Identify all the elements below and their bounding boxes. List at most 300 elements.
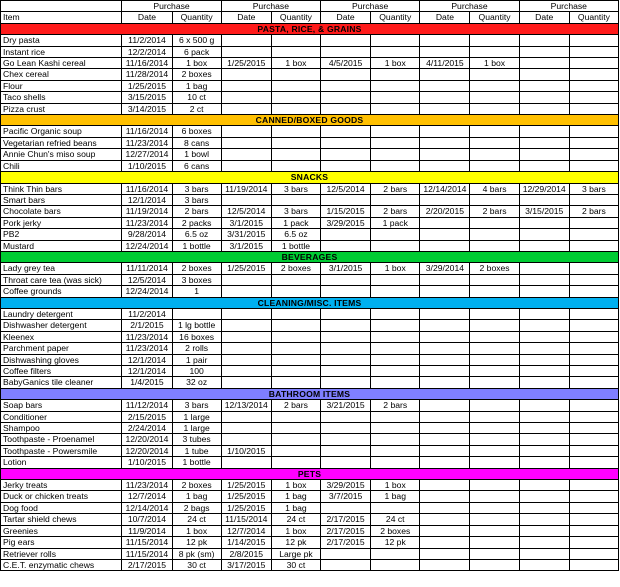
purchase-date-cell <box>321 69 371 80</box>
purchase-quantity-cell <box>271 411 320 422</box>
purchase-quantity-cell <box>470 69 519 80</box>
section-header-row <box>1 23 619 34</box>
section-title: BATHROOM ITEMS <box>1 388 619 399</box>
purchase-date-cell <box>221 354 271 365</box>
purchase-date-cell <box>321 502 371 513</box>
purchase-quantity-cell: 1 box <box>271 525 320 536</box>
purchase-header: Purchase <box>221 1 320 12</box>
purchase-quantity-cell <box>470 320 519 331</box>
purchase-date-cell: 11/16/2014 <box>122 183 172 194</box>
item-name-cell: Lady grey tea <box>1 263 122 274</box>
purchase-date-cell <box>519 35 569 46</box>
purchase-quantity-cell <box>371 286 420 297</box>
purchase-quantity-cell <box>470 480 519 491</box>
purchase-date-cell <box>221 80 271 91</box>
table-row <box>1 217 619 228</box>
purchase-date-cell: 12/24/2014 <box>122 286 172 297</box>
purchase-date-cell <box>420 194 470 205</box>
purchase-quantity-cell <box>271 35 320 46</box>
purchase-date-cell <box>420 343 470 354</box>
purchase-quantity-cell <box>470 80 519 91</box>
purchase-quantity-cell <box>569 160 618 171</box>
purchase-quantity-cell <box>470 274 519 285</box>
purchase-quantity-cell: 2 bars <box>371 183 420 194</box>
purchase-date-cell: 11/12/2014 <box>122 400 172 411</box>
purchase-quantity-cell: 1 large <box>172 411 221 422</box>
purchase-date-cell: 12/5/2014 <box>122 274 172 285</box>
item-name-cell: Pizza crust <box>1 103 122 114</box>
purchase-quantity-cell <box>371 92 420 103</box>
purchase-date-cell <box>420 559 470 570</box>
purchase-quantity-cell <box>569 400 618 411</box>
purchase-quantity-cell: 30 ct <box>271 559 320 570</box>
purchase-quantity-cell <box>371 343 420 354</box>
purchase-quantity-cell <box>470 400 519 411</box>
purchase-quantity-cell <box>371 434 420 445</box>
purchase-date-cell <box>519 502 569 513</box>
purchase-date-cell <box>221 320 271 331</box>
purchase-date-cell: 1/25/2015 <box>122 80 172 91</box>
purchase-quantity-cell: 12 pk <box>371 537 420 548</box>
purchase-quantity-cell: 2 bars <box>569 206 618 217</box>
table-row <box>1 35 619 46</box>
purchase-date-cell <box>519 149 569 160</box>
table-row <box>1 229 619 240</box>
table-row <box>1 525 619 536</box>
item-name-cell: Tartar shield chews <box>1 514 122 525</box>
purchase-date-cell: 12/1/2014 <box>122 354 172 365</box>
purchase-quantity-cell <box>371 320 420 331</box>
purchase-quantity-cell <box>569 423 618 434</box>
purchase-quantity-cell <box>371 69 420 80</box>
table-body <box>1 23 619 571</box>
purchase-date-cell: 11/19/2014 <box>221 183 271 194</box>
date-column-header: Date <box>420 12 470 23</box>
purchase-date-cell <box>519 46 569 57</box>
purchase-quantity-cell <box>569 308 618 319</box>
item-name-cell: Laundry detergent <box>1 308 122 319</box>
table-row <box>1 194 619 205</box>
purchase-date-cell <box>420 92 470 103</box>
purchase-date-cell <box>519 457 569 468</box>
purchase-date-cell: 3/15/2015 <box>519 206 569 217</box>
purchase-quantity-cell: 3 bars <box>172 194 221 205</box>
purchase-date-cell <box>519 217 569 228</box>
purchase-date-cell <box>321 320 371 331</box>
purchase-date-cell: 3/1/2015 <box>321 263 371 274</box>
purchase-date-cell <box>519 92 569 103</box>
purchase-quantity-cell <box>371 35 420 46</box>
purchase-quantity-cell <box>470 35 519 46</box>
purchase-date-cell: 12/14/2014 <box>122 502 172 513</box>
purchase-quantity-cell <box>569 480 618 491</box>
purchase-quantity-cell <box>470 46 519 57</box>
purchase-date-cell: 11/16/2014 <box>122 126 172 137</box>
item-name-cell: Kleenex <box>1 331 122 342</box>
item-name-cell: Go Lean Kashi cereal <box>1 58 122 69</box>
date-column-header: Date <box>221 12 271 23</box>
purchase-date-cell <box>519 377 569 388</box>
purchase-quantity-cell <box>271 457 320 468</box>
purchase-header: Purchase <box>122 1 221 12</box>
date-column-header: Date <box>321 12 371 23</box>
purchase-date-cell <box>221 331 271 342</box>
purchase-date-cell <box>519 434 569 445</box>
purchase-quantity-cell: 100 <box>172 366 221 377</box>
quantity-column-header: Quantity <box>371 12 420 23</box>
purchase-quantity-cell <box>271 194 320 205</box>
purchase-quantity-cell: 2 boxes <box>371 525 420 536</box>
date-column-header: Date <box>519 12 569 23</box>
purchase-date-cell: 1/4/2015 <box>122 377 172 388</box>
purchase-quantity-cell <box>371 331 420 342</box>
purchase-quantity-cell: 1 box <box>470 58 519 69</box>
purchase-date-cell: 12/5/2014 <box>321 183 371 194</box>
purchase-date-cell <box>420 491 470 502</box>
purchase-quantity-cell <box>271 445 320 456</box>
purchase-quantity-cell <box>371 559 420 570</box>
purchase-date-cell: 1/25/2015 <box>221 491 271 502</box>
purchase-date-cell: 1/14/2015 <box>221 537 271 548</box>
purchase-date-cell: 2/8/2015 <box>221 548 271 559</box>
purchase-date-cell <box>221 457 271 468</box>
purchase-quantity-cell <box>569 343 618 354</box>
item-name-cell: PB2 <box>1 229 122 240</box>
table-row <box>1 514 619 525</box>
item-name-cell: C.E.T. enzymatic chews <box>1 559 122 570</box>
table-row <box>1 149 619 160</box>
item-name-cell: Chili <box>1 160 122 171</box>
purchase-quantity-cell: 6.5 oz <box>172 229 221 240</box>
purchase-quantity-cell: 2 boxes <box>172 69 221 80</box>
table-row <box>1 92 619 103</box>
purchase-date-cell <box>519 331 569 342</box>
purchase-date-cell: 1/25/2015 <box>221 480 271 491</box>
purchase-quantity-cell: 2 bars <box>371 400 420 411</box>
purchase-quantity-cell <box>569 377 618 388</box>
purchase-date-cell <box>420 229 470 240</box>
purchase-date-cell <box>420 434 470 445</box>
purchase-quantity-cell: 3 bars <box>271 183 320 194</box>
purchase-quantity-cell <box>371 377 420 388</box>
section-title: PASTA, RICE, & GRAINS <box>1 23 619 34</box>
item-name-cell: Pacific Organic soup <box>1 126 122 137</box>
purchase-date-cell <box>221 377 271 388</box>
purchase-date-cell: 2/17/2015 <box>321 537 371 548</box>
purchase-quantity-cell: 2 boxes <box>172 480 221 491</box>
purchase-date-cell: 2/17/2015 <box>321 525 371 536</box>
purchase-quantity-cell <box>569 92 618 103</box>
purchase-date-cell <box>221 46 271 57</box>
purchase-quantity-cell: Large pk <box>271 548 320 559</box>
purchase-quantity-cell <box>271 320 320 331</box>
purchase-date-cell: 10/7/2014 <box>122 514 172 525</box>
purchase-date-cell: 1/25/2015 <box>221 502 271 513</box>
purchase-date-cell <box>321 103 371 114</box>
purchase-date-cell: 12/1/2014 <box>122 194 172 205</box>
purchase-date-cell <box>420 377 470 388</box>
purchase-date-cell <box>321 160 371 171</box>
purchase-quantity-cell <box>569 514 618 525</box>
purchase-date-cell <box>519 343 569 354</box>
purchase-date-cell <box>519 126 569 137</box>
purchase-quantity-cell <box>569 149 618 160</box>
purchase-quantity-cell <box>569 263 618 274</box>
item-name-cell: Retriever rolls <box>1 548 122 559</box>
purchase-quantity-cell <box>371 366 420 377</box>
purchase-quantity-cell: 3 tubes <box>172 434 221 445</box>
purchase-date-cell <box>221 149 271 160</box>
purchase-quantity-cell: 1 box <box>371 263 420 274</box>
purchase-quantity-cell <box>569 126 618 137</box>
purchase-date-cell <box>321 559 371 570</box>
purchase-date-cell: 1/10/2015 <box>122 160 172 171</box>
purchase-date-cell: 1/10/2015 <box>122 457 172 468</box>
table-row <box>1 137 619 148</box>
purchase-quantity-cell: 6.5 oz <box>271 229 320 240</box>
item-name-cell: Coffee filters <box>1 366 122 377</box>
purchase-quantity-cell <box>569 35 618 46</box>
purchase-date-cell <box>321 457 371 468</box>
purchase-date-cell <box>221 274 271 285</box>
item-name-cell: Chocolate bars <box>1 206 122 217</box>
table-row <box>1 69 619 80</box>
purchase-date-cell <box>519 354 569 365</box>
purchase-date-cell <box>221 103 271 114</box>
item-column-header: Item <box>1 12 122 23</box>
purchase-quantity-cell: 1 box <box>172 525 221 536</box>
purchase-date-cell <box>519 160 569 171</box>
table-row <box>1 502 619 513</box>
purchase-date-cell: 3/29/2015 <box>321 217 371 228</box>
purchase-quantity-cell: 24 ct <box>371 514 420 525</box>
purchase-quantity-cell: 1 pair <box>172 354 221 365</box>
table-row <box>1 434 619 445</box>
purchase-header: Purchase <box>519 1 618 12</box>
item-name-cell: Mustard <box>1 240 122 251</box>
purchase-quantity-cell <box>569 217 618 228</box>
purchase-quantity-cell <box>569 445 618 456</box>
purchase-quantity-cell: 1 box <box>271 58 320 69</box>
purchase-quantity-cell <box>371 46 420 57</box>
purchase-date-cell <box>519 194 569 205</box>
purchase-date-cell: 12/27/2014 <box>122 149 172 160</box>
purchase-quantity-cell: 24 ct <box>172 514 221 525</box>
purchase-date-cell <box>519 423 569 434</box>
section-title: CANNED/BOXED GOODS <box>1 115 619 126</box>
section-title: BEVERAGES <box>1 251 619 262</box>
purchase-quantity-cell: 1 pack <box>271 217 320 228</box>
purchase-date-cell <box>321 423 371 434</box>
purchase-quantity-cell <box>371 502 420 513</box>
table-row <box>1 480 619 491</box>
purchase-quantity-cell: 12 pk <box>271 537 320 548</box>
purchase-date-cell: 9/28/2014 <box>122 229 172 240</box>
purchase-date-cell <box>519 411 569 422</box>
purchase-date-cell <box>321 286 371 297</box>
purchase-date-cell: 1/25/2015 <box>221 263 271 274</box>
purchase-quantity-cell <box>569 548 618 559</box>
purchase-date-cell: 12/29/2014 <box>519 183 569 194</box>
section-header-row <box>1 172 619 183</box>
purchase-date-cell <box>420 126 470 137</box>
purchase-quantity-cell: 1 box <box>271 480 320 491</box>
purchase-date-cell: 2/15/2015 <box>122 411 172 422</box>
purchase-quantity-cell <box>470 411 519 422</box>
purchase-date-cell: 1/15/2015 <box>321 206 371 217</box>
purchase-date-cell <box>420 240 470 251</box>
purchase-date-cell: 2/17/2015 <box>321 514 371 525</box>
item-name-cell: Shampoo <box>1 423 122 434</box>
item-name-cell: Flour <box>1 80 122 91</box>
table-row <box>1 548 619 559</box>
purchase-quantity-cell <box>470 434 519 445</box>
table-row <box>1 58 619 69</box>
purchase-quantity-cell <box>470 229 519 240</box>
purchase-date-cell <box>321 434 371 445</box>
purchase-date-cell: 3/14/2015 <box>122 103 172 114</box>
purchase-quantity-cell <box>569 80 618 91</box>
purchase-quantity-cell: 1 large <box>172 423 221 434</box>
purchase-date-cell <box>221 126 271 137</box>
purchase-date-cell: 11/16/2014 <box>122 58 172 69</box>
purchase-quantity-cell <box>371 308 420 319</box>
purchase-date-cell: 3/17/2015 <box>221 559 271 570</box>
purchase-date-cell <box>420 46 470 57</box>
table-row <box>1 320 619 331</box>
purchase-date-cell: 11/11/2014 <box>122 263 172 274</box>
purchase-quantity-cell <box>470 92 519 103</box>
purchase-quantity-cell <box>470 457 519 468</box>
purchase-date-cell: 11/2/2014 <box>122 35 172 46</box>
purchase-date-cell <box>519 537 569 548</box>
purchase-date-cell <box>321 92 371 103</box>
purchase-quantity-cell <box>470 331 519 342</box>
purchase-date-cell <box>519 320 569 331</box>
table-row <box>1 377 619 388</box>
item-name-cell: Conditioner <box>1 411 122 422</box>
purchase-date-cell <box>221 434 271 445</box>
purchase-quantity-cell <box>569 69 618 80</box>
table-row <box>1 46 619 57</box>
purchase-date-cell: 3/29/2015 <box>321 480 371 491</box>
purchase-quantity-cell: 1 bag <box>172 80 221 91</box>
purchase-date-cell <box>420 400 470 411</box>
purchase-date-cell <box>321 194 371 205</box>
purchase-date-cell <box>519 240 569 251</box>
purchase-quantity-cell: 6 pack <box>172 46 221 57</box>
purchase-date-cell: 11/23/2014 <box>122 137 172 148</box>
purchase-quantity-cell <box>470 525 519 536</box>
purchase-quantity-cell <box>470 423 519 434</box>
table-row <box>1 263 619 274</box>
purchase-quantity-cell <box>271 377 320 388</box>
purchase-date-cell <box>420 103 470 114</box>
purchase-quantity-cell <box>470 343 519 354</box>
purchase-date-cell <box>321 377 371 388</box>
item-name-cell: Pork jerky <box>1 217 122 228</box>
purchase-quantity-cell: 24 ct <box>271 514 320 525</box>
purchase-date-cell <box>321 137 371 148</box>
purchase-quantity-cell <box>569 229 618 240</box>
purchase-date-cell <box>420 274 470 285</box>
purchase-quantity-cell <box>371 137 420 148</box>
purchase-date-cell <box>321 548 371 559</box>
purchase-quantity-cell <box>371 80 420 91</box>
purchase-date-cell <box>321 366 371 377</box>
purchase-quantity-cell: 1 bottle <box>172 457 221 468</box>
purchase-quantity-cell <box>470 137 519 148</box>
purchase-date-cell <box>519 491 569 502</box>
purchase-quantity-cell <box>371 194 420 205</box>
purchase-quantity-cell <box>371 240 420 251</box>
purchase-date-cell: 11/15/2014 <box>221 514 271 525</box>
purchase-date-cell: 4/11/2015 <box>420 58 470 69</box>
item-name-cell: Pig ears <box>1 537 122 548</box>
purchase-date-cell: 3/21/2015 <box>321 400 371 411</box>
purchase-date-cell <box>420 331 470 342</box>
purchase-quantity-cell <box>271 92 320 103</box>
purchase-quantity-cell <box>569 502 618 513</box>
purchase-quantity-cell: 30 ct <box>172 559 221 570</box>
purchase-date-cell <box>519 58 569 69</box>
item-name-cell: Instant rice <box>1 46 122 57</box>
table-row <box>1 183 619 194</box>
purchase-date-cell <box>519 559 569 570</box>
purchase-quantity-cell <box>470 537 519 548</box>
purchase-date-cell: 11/15/2014 <box>122 537 172 548</box>
purchase-date-cell <box>420 548 470 559</box>
purchase-date-cell: 3/29/2014 <box>420 263 470 274</box>
purchase-date-cell: 11/28/2014 <box>122 69 172 80</box>
purchase-quantity-cell: 6 cans <box>172 160 221 171</box>
purchase-date-cell <box>519 137 569 148</box>
purchase-quantity-cell <box>569 58 618 69</box>
purchase-quantity-cell <box>470 502 519 513</box>
purchase-date-cell <box>221 286 271 297</box>
purchase-quantity-cell: 12 pk <box>172 537 221 548</box>
purchase-date-cell: 2/20/2015 <box>420 206 470 217</box>
table-row <box>1 400 619 411</box>
purchase-date-cell <box>420 480 470 491</box>
date-column-header: Date <box>122 12 172 23</box>
purchase-quantity-cell: 1 bottle <box>172 240 221 251</box>
purchase-date-cell <box>420 69 470 80</box>
table-row <box>1 308 619 319</box>
quantity-column-header: Quantity <box>271 12 320 23</box>
item-name-cell: Dry pasta <box>1 35 122 46</box>
item-name-cell: Toothpaste - Proenamel <box>1 434 122 445</box>
column-header-row <box>1 12 619 23</box>
section-header-row <box>1 297 619 308</box>
purchase-quantity-cell <box>470 514 519 525</box>
purchase-date-cell <box>321 331 371 342</box>
purchase-date-cell <box>321 343 371 354</box>
purchase-header: Purchase <box>321 1 420 12</box>
purchase-quantity-cell: 8 cans <box>172 137 221 148</box>
item-name-cell: Vegetarian refried beans <box>1 137 122 148</box>
purchase-quantity-cell <box>569 103 618 114</box>
item-name-cell: Lotion <box>1 457 122 468</box>
purchase-quantity-cell: 3 bars <box>172 183 221 194</box>
purchase-quantity-cell: 2 boxes <box>172 263 221 274</box>
purchase-date-cell <box>519 445 569 456</box>
purchase-quantity-cell: 2 bags <box>172 502 221 513</box>
table-row <box>1 445 619 456</box>
purchase-quantity-cell <box>569 286 618 297</box>
purchase-quantity-cell: 3 bars <box>569 183 618 194</box>
purchase-date-cell: 11/23/2014 <box>122 480 172 491</box>
